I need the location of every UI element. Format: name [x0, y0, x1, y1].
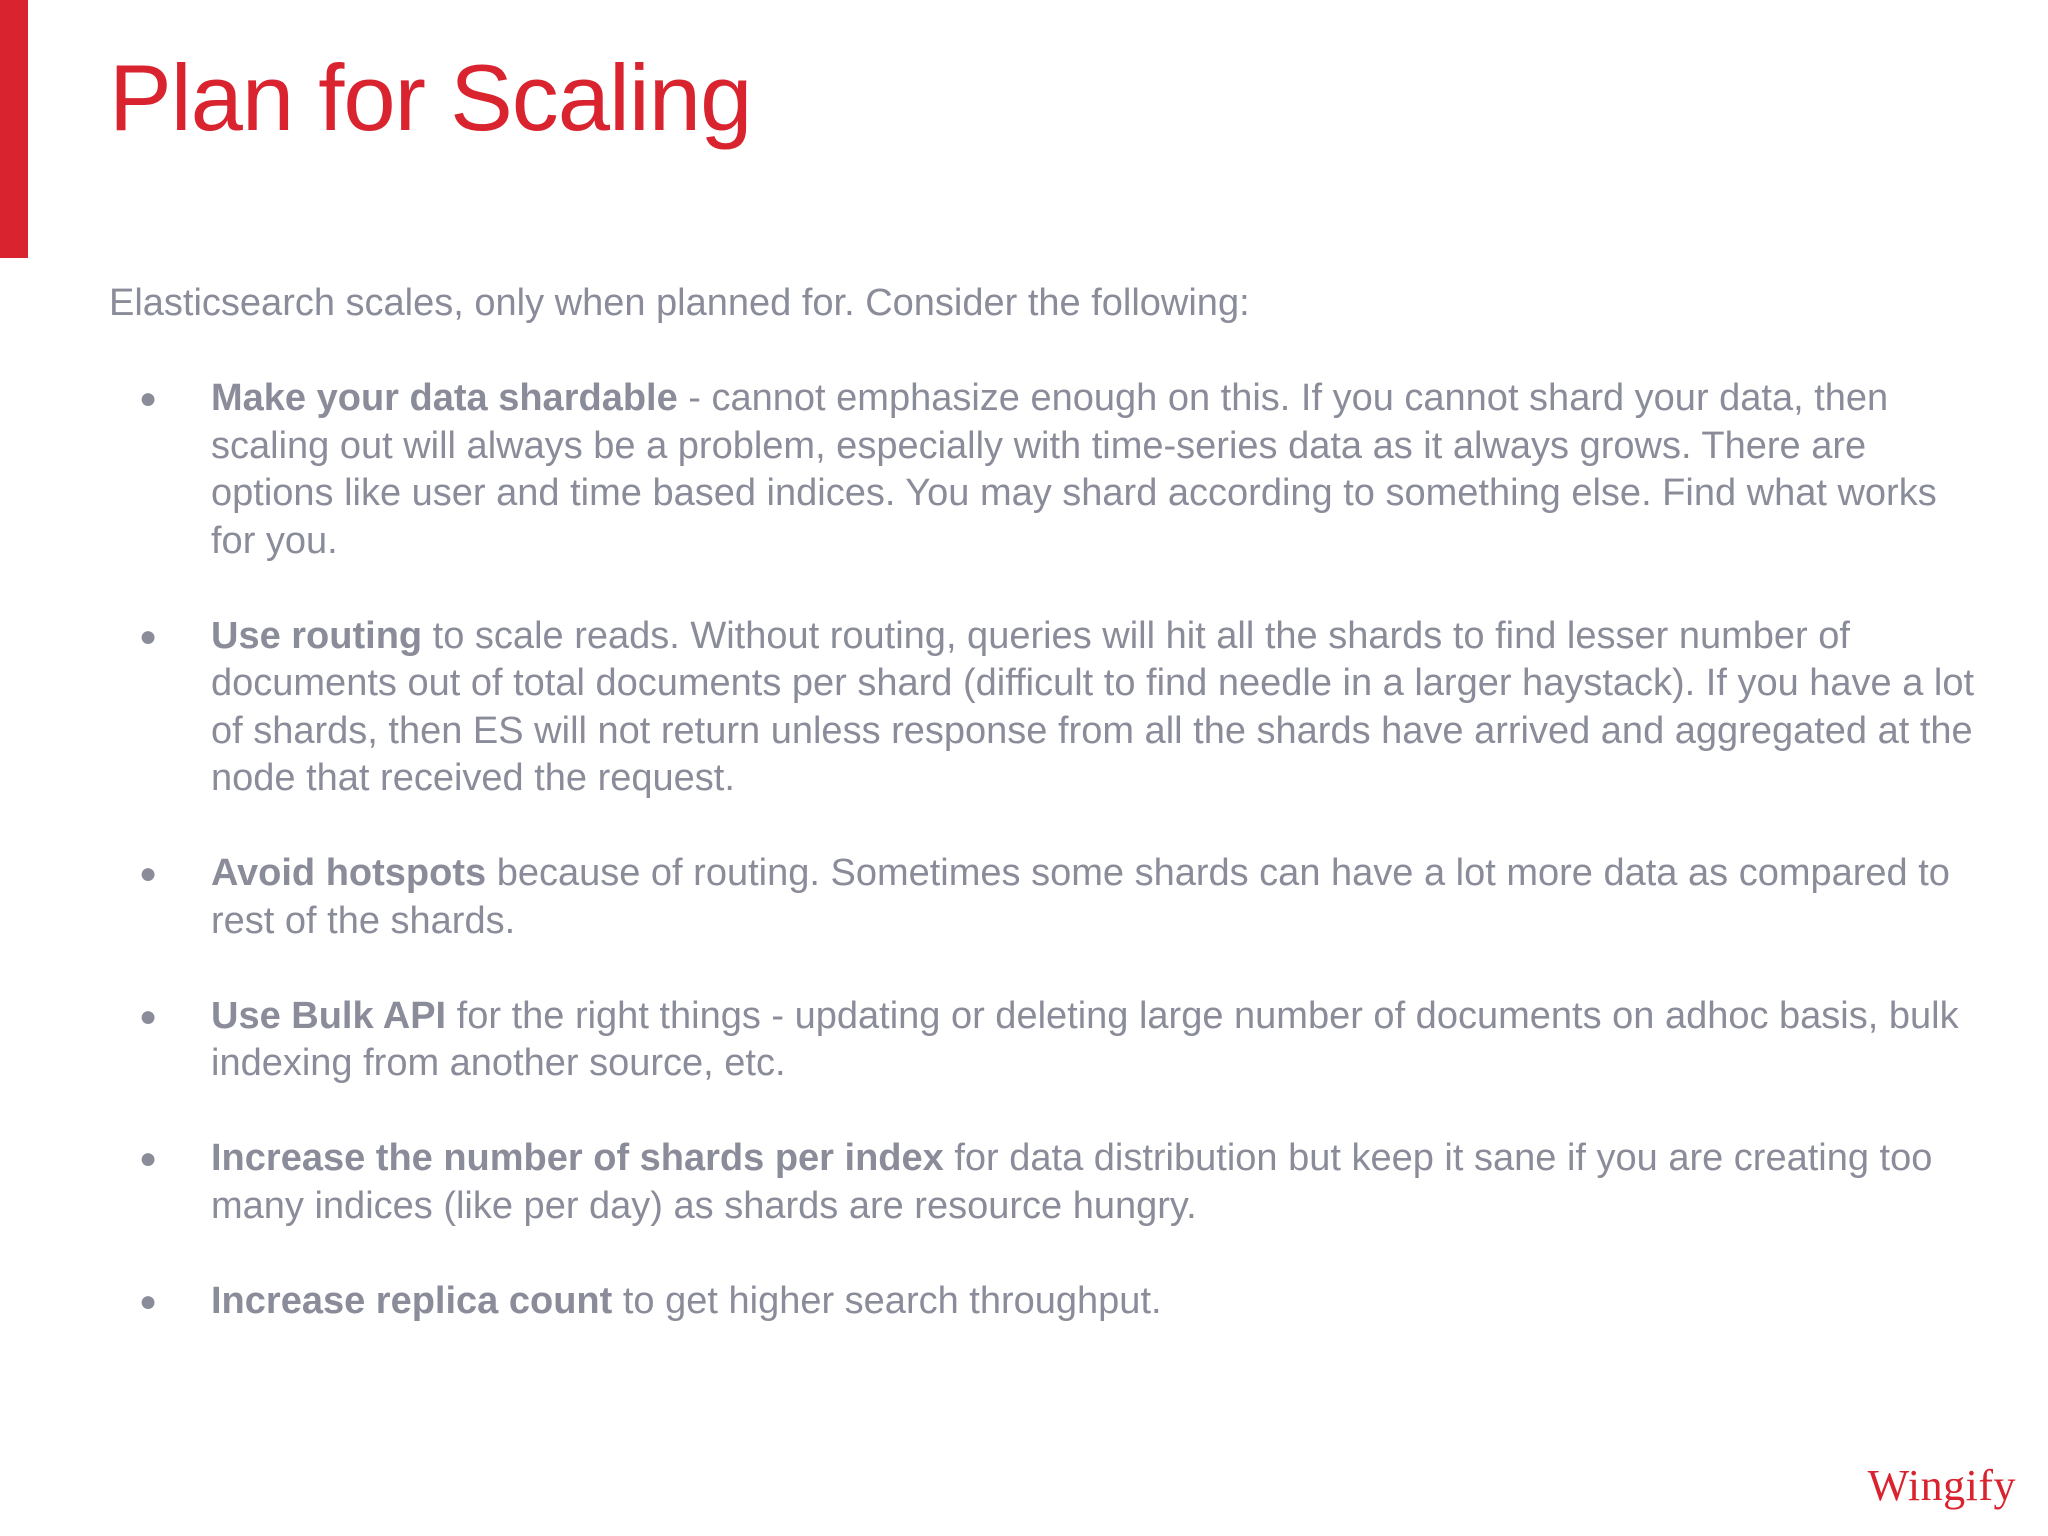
- bullet-heading: Increase replica count: [211, 1279, 613, 1322]
- bullet-list: [109, 375, 2009, 1325]
- bullet-heading: Make your data shardable: [211, 377, 678, 419]
- bullet-dot-icon: ●: [139, 1142, 158, 1175]
- intro-text: Elasticsearch scales, only when planned for. Consider the following:: [109, 282, 1250, 324]
- bullet-text: [211, 613, 1989, 803]
- bullet-body: to scale reads. Without routing, queries will hit all the shards to find lesser number of documents out of total documents per shard (difficult to find needle in a larger haystack). If you have a lot of shards, then ES will not return unless response from all the shards have arrived and aggregated at the node that received the request.: [211, 614, 1975, 799]
- bullet-item: [109, 1135, 1989, 1230]
- brand-logo: Wingify: [1867, 1461, 2016, 1510]
- bullet-dot-icon: ●: [139, 1284, 158, 1318]
- bullet-item: [109, 993, 1989, 1088]
- slide-content: [109, 280, 2009, 1373]
- bullet-text: [211, 993, 1989, 1088]
- bullet-text: [211, 850, 1989, 945]
- bullet-dot-icon: ●: [139, 382, 158, 415]
- slide-title: Plan for Scaling: [109, 45, 752, 150]
- bullet-item: [109, 850, 1989, 945]
- bullet-heading: Use routing: [211, 614, 423, 657]
- bullet-heading: Increase the number of shards per index: [211, 1137, 944, 1179]
- bullet-body: for the right things - updating or deleting large number of documents on adhoc basis, bulk indexing from another source, etc.: [211, 994, 1959, 1084]
- bullet-text: [211, 1278, 1989, 1326]
- bullet-body: for data distribution but keep it sane if you are creating too many indices (like per day) as shards are resource hungry.: [211, 1137, 1933, 1227]
- bullet-body: - cannot emphasize enough on this. If you cannot shard your data, then scaling out will always be a problem, especially with time-series data as it always grows. There are options like user and time based indices. You may shard according to something else. Find what works for you.: [211, 377, 1937, 562]
- bullet-item: [109, 613, 1989, 803]
- bullet-body: to get higher search throughput.: [612, 1279, 1162, 1322]
- bullet-dot-icon: ●: [139, 857, 158, 890]
- bullet-dot-icon: ●: [139, 619, 158, 653]
- bullet-item: [109, 1278, 1989, 1326]
- bullet-heading: Avoid hotspots: [211, 852, 487, 894]
- bullet-item: [109, 375, 1989, 565]
- bullet-body: because of routing. Sometimes some shards can have a lot more data as compared to rest of the shards.: [211, 852, 1950, 942]
- bullet-text: [211, 375, 1989, 565]
- bullet-text: [211, 1135, 1989, 1230]
- accent-bar: [0, 0, 28, 258]
- bullet-heading: Use Bulk API: [211, 994, 447, 1037]
- bullet-dot-icon: ●: [139, 999, 158, 1033]
